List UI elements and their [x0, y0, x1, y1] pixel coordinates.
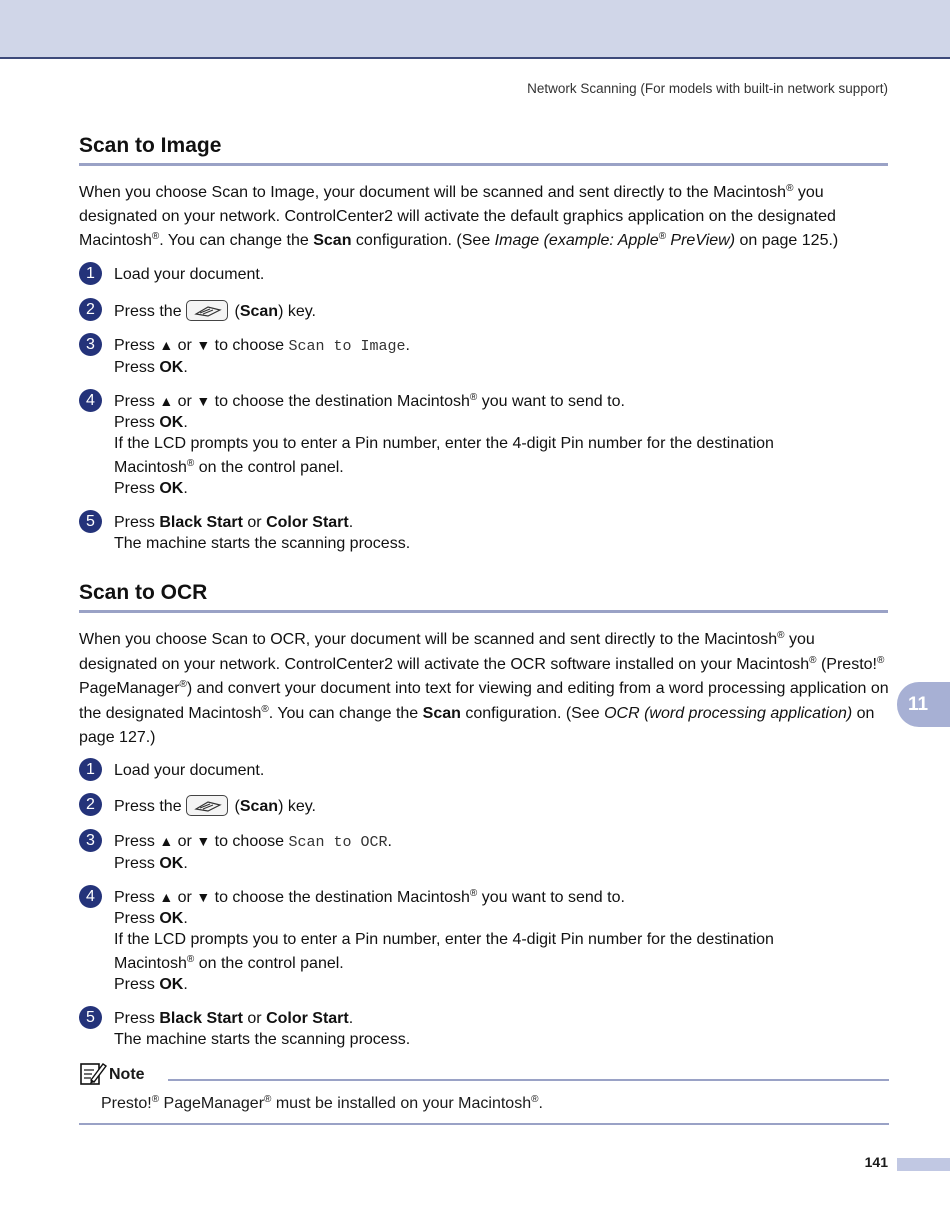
scan-key-icon — [186, 300, 228, 321]
up-arrow-icon: ▲ — [159, 889, 174, 905]
down-arrow-icon: ▼ — [196, 393, 211, 409]
step-number-badge: 5 — [79, 1006, 102, 1029]
step-number-badge: 2 — [79, 793, 102, 816]
image-page-reference[interactable]: Image (example: Apple® PreView) — [494, 231, 736, 249]
lcd-menu-value: Scan to Image — [288, 338, 406, 355]
scan-to-ocr-intro: When you choose Scan to OCR, your document will be scanned and sent directly to the Macintosh® you designated on your network. ControlCenter2 will activate the OCR software installed on your Macintosh® (Presto!® PageManager®) and convert your document into text for viewing and editing from a word processing application on the designated Macintosh®. You can change the Scan configuration. (See OCR (word processing application) on page 127.) — [79, 630, 889, 746]
down-arrow-icon: ▼ — [196, 337, 211, 353]
down-arrow-icon: ▼ — [196, 833, 211, 849]
up-arrow-icon: ▲ — [159, 337, 174, 353]
ocr-page-reference[interactable]: OCR (word processing application) — [604, 704, 853, 722]
note-pencil-icon — [79, 1060, 107, 1091]
scan-to-image-intro: When you choose Scan to Image, your document will be scanned and sent directly to the Macintosh® you designated on your network. ControlCenter2 will activate the default graphics application on the designated Macintosh®. You can change the Scan configuration. (See Image (example: Apple® PreView) on page 125.) — [79, 183, 839, 249]
up-arrow-icon: ▲ — [159, 833, 174, 849]
step-number-badge: 4 — [79, 389, 102, 412]
step-number-badge: 4 — [79, 885, 102, 908]
step-number-badge: 5 — [79, 510, 102, 533]
page-number: 141 — [864, 1154, 888, 1170]
step-number-badge: 1 — [79, 262, 102, 285]
note-text: Presto!® PageManager® must be installed on your Macintosh®. — [101, 1094, 543, 1112]
note-title: Note — [109, 1066, 145, 1083]
chapter-tab[interactable]: 11 — [897, 682, 950, 727]
note-bottom-rule — [79, 1123, 889, 1125]
step-number-badge: 3 — [79, 333, 102, 356]
note-divider — [168, 1079, 889, 1081]
step-number-badge: 1 — [79, 758, 102, 781]
section-title-scan-to-ocr: Scan to OCR — [79, 581, 888, 613]
top-header-band — [0, 0, 950, 59]
step-number-badge: 2 — [79, 298, 102, 321]
page-footer-tab — [897, 1158, 950, 1171]
running-header: Network Scanning (For models with built-in network support) — [527, 81, 888, 96]
up-arrow-icon: ▲ — [159, 393, 174, 409]
lcd-menu-value: Scan to OCR — [288, 834, 388, 851]
scan-key-icon — [186, 795, 228, 816]
section-title-scan-to-image: Scan to Image — [79, 134, 888, 166]
step-number-badge: 3 — [79, 829, 102, 852]
down-arrow-icon: ▼ — [196, 889, 211, 905]
